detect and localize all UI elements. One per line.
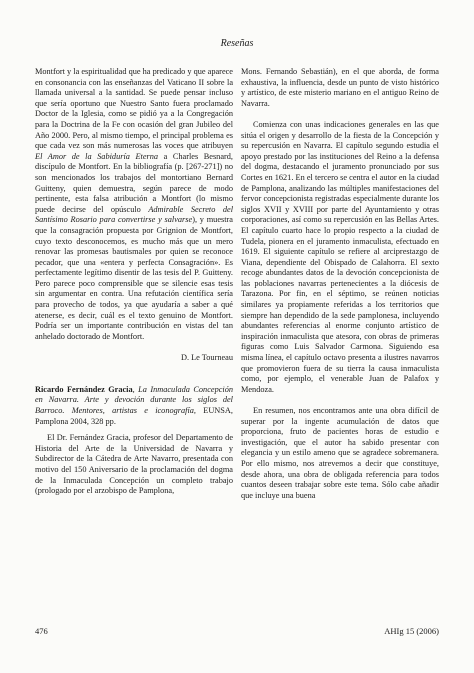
body-paragraph: Comienza con unas indicaciones generales en las que sitúa el origen y desarrollo de la fiesta de la Concepción y su repercusión en Navarra. El capítulo segundo estudia el apoyo prestado por las instituciones del Reino a la defensa del dogma, destacando el juramento pronunciado por sus Cortes en 1621. En el tercero se centra el autor en la ciudad de Pamplona, analizando las múltiples manifestaciones del fervor concepcionista registradas especialmente durante los siglos XVII y XVIII por parte del Ayuntamiento y otras corporaciones, así como su repercusión en las Bellas Artes. El capítulo cuarto hace lo propio respecto a la ciudad de Tudela, pionera en el juramento inmaculista, efectuado en 1619. El siguiente capítulo se refiere al arciprestazgo de Viana, dependiente del Obispado de Calahorra. El sexto recoge abundantes datos de la devoción concepcionista de las poblaciones navarras pertenecientes a la diócesis de Tarazona. Por fin, en el séptimo, se reúnen noticias similares ya propiamente referidas a los territorios que siempre han dependido de la sede pamplonesa, incluyendo abundantes referencias al enorme conjunto artístico de inspiración inmaculista que atesora, con obras de primeras figuras como Luis Salvador Carmona. Siguiendo esa misma línea, el capítulo octavo presenta a ilustres navarros que promovieron fuera de su tierra la causa inmaculista como, por ejemplo, el venerable Juan de Palafox y Mendoza. (241, 119, 439, 394)
italic-title: El Amor de la Sabiduría Eterna (35, 151, 159, 161)
page-number: 476 (35, 626, 48, 636)
review-author: Ricardo Fernández Gracia (35, 384, 133, 394)
running-header: Reseñas (220, 38, 254, 49)
left-column (35, 67, 233, 497)
right-column (241, 67, 439, 501)
body-paragraph: En resumen, nos encontramos ante una obra difícil de superar por la ingente acumulación de datos que proporciona, fruto de pacientes horas de estudio e investigación, que el autor ha sabido presentar con elegancia y un estilo ameno que se agradece sobremanera. Por ello mismo, nos atrevemos a decir que constituye, desde ahora, una obra de obligada referencia para todos cuantos deseen trabajar sobre este tema. Sólo cabe añadir que incluye una buena (241, 406, 439, 500)
review-signature: D. Le Tourneau (180, 353, 233, 363)
review-publication: , EUNSA, Pamplona 2004, 328 pp. (35, 406, 233, 426)
body-paragraph: Mons. Fernando Sebastián), en el que aborda, de forma exhaustiva, la influencia, desde un punto de visto histórico y artístico, de este misterio mariano en el antiguo Reino de Navarra. (241, 67, 439, 108)
body-paragraph: El Dr. Fernández Gracia, profesor del Departamento de Historia del Arte de la Universidad de Navarra y Subdirector de la Cátedra de Arte Navarro, presentada con motivo del 150 Aniversario de la proclamación del dogma de la Inmaculada Concepción un completo trabajo (prologado por el arzobispo de Pamplona, (35, 433, 233, 496)
body-paragraph: Montfort y la espiritualidad que ha predicado y que aparece en consonancia con las enseñanzas del Vaticano II sobre la llamada universal a la santidad. Se puede pensar incluso que sería oportuno que Nuestro Santo fuera proclamado Doctor de la Iglesia, como se pidió ya a la Congregación para la Doctrina de la Fe con ocasión del gran Jubileo del Año 2000. Pero, al mismo tiempo, el principal problema es que cada vez son más numerosas las voces que atribuyen El Amor de la Sabiduría Eterna a Charles Besnard, discípulo de Montfort. En la bibliografía (p. [267-271]) no son mencionados los trabajos del montortiano Bernard Guitteny, quien demuestra, según parece de modo pertinente, esta falsa atribución a Montfort (lo mismo puede decirse del opúsculo Admirable Secreto del Santísimo Rosario para convertirse y salvarse), y muestra que la consagración propuesta por Grignion de Montfort, cuyo texto desconocemos, es mucho más que un mero renovar las promesas bautismales por quien se reconoce pecador, que una «entera y perfecta Consagración». Es perfectamente legítimo disentir de las tesis del P. Guitteny. Pero parece poco comprensible que se silencie esas tesis sin argumentar en contra. Una refutación científica sería para provecho de todos, ya que ayudaría a saber a qué atenerse, es decir, cuál es el texto genuino de Montfort. Podría ser un importante contribución en vistas del tan anhelado doctorado de Montfort. (35, 67, 233, 341)
italic-title: Admirable Secreto del Santísimo Rosario para convertirse y salvarse (35, 204, 233, 225)
review-book-title: , La Inmaculada Concepción en Navarra. Arte y devoción durante los siglos del Barroco. Mentores, artistas e iconografía (35, 384, 234, 415)
journal-reference: AHIg 15 (2006) (384, 626, 439, 636)
review-citation (35, 385, 233, 427)
